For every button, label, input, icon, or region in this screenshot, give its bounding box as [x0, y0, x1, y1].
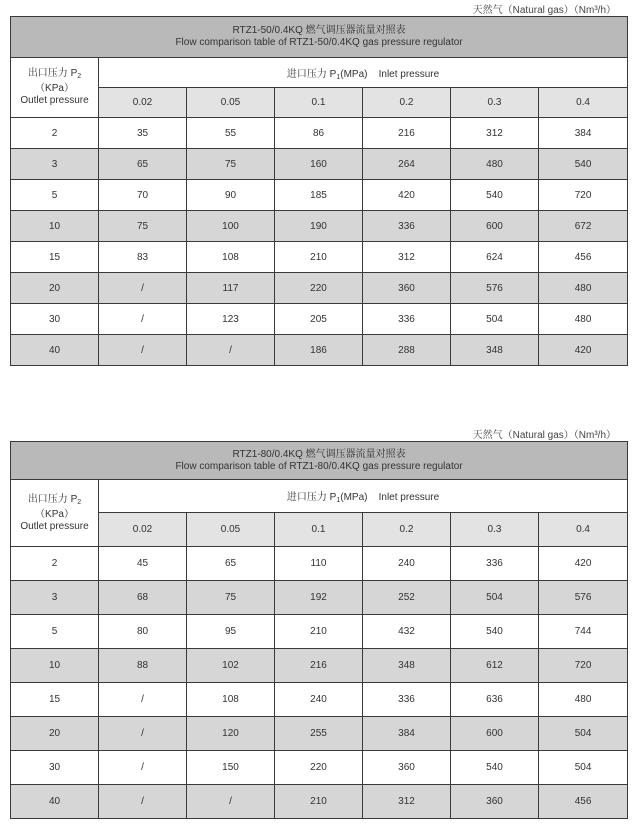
- flow-cell: /: [99, 335, 187, 366]
- flow-cell: 336: [363, 211, 451, 242]
- flow-cell: 480: [539, 304, 628, 335]
- flow-cell: 45: [99, 547, 187, 581]
- flow-cell: 123: [187, 304, 275, 335]
- table-row: [11, 242, 628, 273]
- flow-cell: 86: [275, 118, 363, 149]
- flow-cell: 216: [275, 649, 363, 683]
- flow-cell: 192: [275, 581, 363, 615]
- flow-cell: 360: [451, 785, 539, 819]
- inlet-label-suffix: (MPa): [340, 68, 368, 80]
- outlet-unit: （KPa）: [35, 83, 74, 94]
- table-title-cn: RTZ1-80/0.4KQ 燃气调压器流量对照表: [232, 448, 406, 460]
- flow-cell: 83: [99, 242, 187, 273]
- flow-cell: /: [187, 785, 275, 819]
- flow-cell: 360: [363, 273, 451, 304]
- flow-cell: /: [187, 335, 275, 366]
- flow-cell: 504: [451, 581, 539, 615]
- table-row: [11, 547, 628, 581]
- flow-cell: 108: [187, 242, 275, 273]
- unit-note: 天然气（Natural gas）（Nm³/h）: [472, 430, 616, 441]
- flow-cell: 35: [99, 118, 187, 149]
- flow-cell: 420: [539, 547, 628, 581]
- flow-cell: 65: [99, 149, 187, 180]
- flow-cell: 80: [99, 615, 187, 649]
- inlet-value: 0.05: [187, 88, 275, 118]
- flow-cell: /: [99, 273, 187, 304]
- table-row: [11, 751, 628, 785]
- inlet-value: 0.02: [99, 513, 187, 547]
- flow-cell: 540: [451, 615, 539, 649]
- flow-cell: /: [99, 304, 187, 335]
- flow-cell: 65: [187, 547, 275, 581]
- inlet-label-prefix: 进口压力 P: [286, 492, 337, 503]
- flow-cell: 102: [187, 649, 275, 683]
- flow-cell: 480: [539, 683, 628, 717]
- flow-cell: 480: [451, 149, 539, 180]
- table-row: [11, 180, 628, 211]
- outlet-value: 20: [11, 717, 99, 751]
- flow-cell: /: [99, 683, 187, 717]
- flow-cell: 190: [275, 211, 363, 242]
- flow-cell: 540: [451, 180, 539, 211]
- flow-cell: 384: [539, 118, 628, 149]
- table-row: [11, 273, 628, 304]
- flow-table-rtz1-80: [10, 441, 628, 819]
- inlet-value: 0.3: [451, 513, 539, 547]
- inlet-label-en: Inlet pressure: [378, 68, 440, 80]
- flow-cell: 456: [539, 785, 628, 819]
- outlet-value: 2: [11, 547, 99, 581]
- outlet-value: 30: [11, 751, 99, 785]
- flow-cell: 540: [539, 149, 628, 180]
- flow-cell: 420: [539, 335, 628, 366]
- inlet-label-prefix: 进口压力 P: [286, 68, 337, 80]
- flow-cell: 205: [275, 304, 363, 335]
- flow-cell: 348: [363, 649, 451, 683]
- outlet-label-cn: 出口压力 P: [27, 68, 78, 79]
- table-row: [11, 211, 628, 242]
- table-row: [11, 717, 628, 751]
- flow-table-rtz1-50: [10, 16, 628, 366]
- inlet-value: 0.05: [187, 513, 275, 547]
- outlet-value: 2: [11, 118, 99, 149]
- flow-cell: 600: [451, 211, 539, 242]
- inlet-label-sub: 1: [336, 497, 341, 504]
- flow-cell: 75: [99, 211, 187, 242]
- flow-cell: 720: [539, 180, 628, 211]
- inlet-value: 0.4: [539, 88, 628, 118]
- outlet-pressure-header: [11, 480, 99, 547]
- flow-cell: 624: [451, 242, 539, 273]
- flow-cell: 100: [187, 211, 275, 242]
- flow-cell: 456: [539, 242, 628, 273]
- outlet-value: 5: [11, 615, 99, 649]
- flow-cell: 576: [539, 581, 628, 615]
- flow-cell: 117: [187, 273, 275, 304]
- flow-cell: /: [99, 751, 187, 785]
- flow-cell: 348: [451, 335, 539, 366]
- table-title-cn: RTZ1-50/0.4KQ 燃气调压器流量对照表: [232, 25, 406, 36]
- outlet-label-en: Outlet pressure: [20, 520, 89, 532]
- inlet-value: 0.02: [99, 88, 187, 118]
- flow-cell: 185: [275, 180, 363, 211]
- flow-cell: 336: [451, 547, 539, 581]
- flow-cell: 186: [275, 335, 363, 366]
- flow-cell: 420: [363, 180, 451, 211]
- inlet-value: 0.1: [275, 88, 363, 118]
- flow-cell: 360: [363, 751, 451, 785]
- flow-cell: 108: [187, 683, 275, 717]
- flow-cell: 150: [187, 751, 275, 785]
- table-title: [11, 17, 628, 58]
- outlet-value: 15: [11, 242, 99, 273]
- table-row: [11, 615, 628, 649]
- table-row: [11, 581, 628, 615]
- inlet-value: 0.4: [539, 513, 628, 547]
- flow-cell: 540: [451, 751, 539, 785]
- outlet-value: 10: [11, 211, 99, 242]
- outlet-label-en: Outlet pressure: [20, 95, 89, 106]
- inlet-label-sub: 1: [336, 73, 341, 81]
- table-row: [11, 785, 628, 819]
- inlet-label-suffix: (MPa): [340, 492, 368, 503]
- table-row: [11, 149, 628, 180]
- flow-cell: 68: [99, 581, 187, 615]
- flow-cell: 95: [187, 615, 275, 649]
- flow-cell: 600: [451, 717, 539, 751]
- outlet-value: 40: [11, 335, 99, 366]
- table-row: [11, 304, 628, 335]
- flow-cell: 336: [363, 683, 451, 717]
- flow-cell: /: [99, 717, 187, 751]
- outlet-value: 10: [11, 649, 99, 683]
- flow-cell: 160: [275, 149, 363, 180]
- flow-cell: 88: [99, 649, 187, 683]
- flow-cell: 720: [539, 649, 628, 683]
- flow-cell: 576: [451, 273, 539, 304]
- inlet-pressure-header: [99, 58, 628, 88]
- unit-note: 天然气（Natural gas）（Nm³/h）: [472, 5, 616, 16]
- flow-cell: 75: [187, 581, 275, 615]
- flow-cell: 55: [187, 118, 275, 149]
- inlet-value: 0.2: [363, 88, 451, 118]
- flow-cell: 75: [187, 149, 275, 180]
- flow-cell: 336: [363, 304, 451, 335]
- outlet-label-sub: 2: [77, 498, 82, 506]
- flow-cell: 288: [363, 335, 451, 366]
- flow-cell: 480: [539, 273, 628, 304]
- flow-cell: 636: [451, 683, 539, 717]
- flow-cell: 210: [275, 242, 363, 273]
- outlet-label-sub: 2: [77, 73, 82, 80]
- inlet-value: 0.3: [451, 88, 539, 118]
- outlet-value: 40: [11, 785, 99, 819]
- outlet-pressure-header: [11, 58, 99, 118]
- flow-cell: 384: [363, 717, 451, 751]
- flow-cell: 744: [539, 615, 628, 649]
- flow-cell: 255: [275, 717, 363, 751]
- flow-cell: 70: [99, 180, 187, 211]
- table-title-en: Flow comparison table of RTZ1-80/0.4KQ gas pressure regulator: [175, 460, 463, 472]
- flow-cell: 432: [363, 615, 451, 649]
- inlet-value: 0.1: [275, 513, 363, 547]
- table-row: [11, 649, 628, 683]
- flow-cell: 252: [363, 581, 451, 615]
- outlet-value: 3: [11, 149, 99, 180]
- flow-cell: 312: [363, 785, 451, 819]
- flow-cell: 504: [451, 304, 539, 335]
- inlet-pressure-header: [99, 480, 628, 513]
- outlet-value: 5: [11, 180, 99, 211]
- table-row: [11, 118, 628, 149]
- flow-cell: 220: [275, 273, 363, 304]
- table-row: [11, 683, 628, 717]
- table-title-en: Flow comparison table of RTZ1-50/0.4KQ gas pressure regulator: [175, 37, 463, 48]
- flow-cell: 220: [275, 751, 363, 785]
- flow-cell: 110: [275, 547, 363, 581]
- flow-cell: 210: [275, 785, 363, 819]
- flow-cell: 312: [363, 242, 451, 273]
- outlet-value: 15: [11, 683, 99, 717]
- outlet-value: 3: [11, 581, 99, 615]
- table-row: [11, 335, 628, 366]
- flow-cell: 90: [187, 180, 275, 211]
- flow-cell: 240: [275, 683, 363, 717]
- table-title: [11, 442, 628, 480]
- flow-cell: /: [99, 785, 187, 819]
- flow-cell: 240: [363, 547, 451, 581]
- flow-cell: 264: [363, 149, 451, 180]
- outlet-value: 20: [11, 273, 99, 304]
- inlet-label-en: Inlet pressure: [378, 492, 440, 503]
- inlet-value: 0.2: [363, 513, 451, 547]
- flow-cell: 312: [451, 118, 539, 149]
- flow-cell: 504: [539, 751, 628, 785]
- flow-cell: 120: [187, 717, 275, 751]
- flow-cell: 672: [539, 211, 628, 242]
- flow-cell: 216: [363, 118, 451, 149]
- flow-cell: 612: [451, 649, 539, 683]
- outlet-value: 30: [11, 304, 99, 335]
- flow-cell: 210: [275, 615, 363, 649]
- outlet-unit: （KPa）: [35, 508, 74, 520]
- flow-cell: 504: [539, 717, 628, 751]
- outlet-label-cn: 出口压力 P: [27, 493, 78, 505]
